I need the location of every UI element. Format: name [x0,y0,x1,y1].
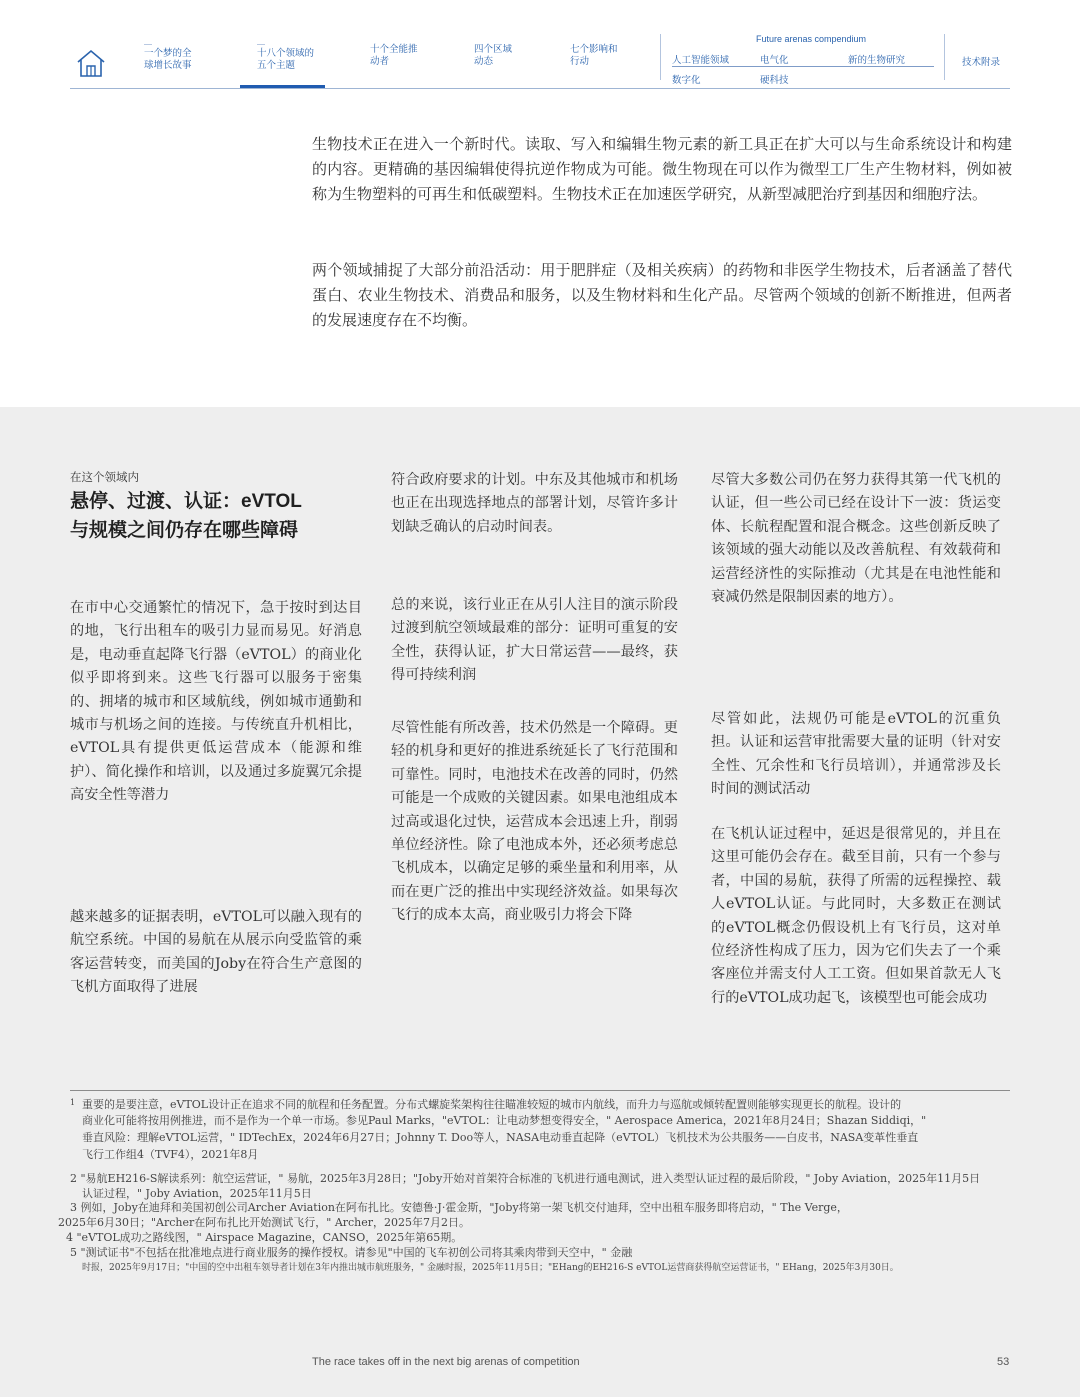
nav-item-regions[interactable] [474,44,512,68]
footnote-2-line: 认证过程，" Joby Aviation，2025年11月5日 [82,1187,312,1200]
top-navigation [70,34,1010,91]
col2-paragraph-2: 总的来说，该行业正在从引人注目的演示阶段过渡到航空领域最难的部分：证明可重复的安全性，获得认证，扩大日常运营——最终，获得可持续利润 [391,597,678,684]
col3-paragraph-2: 尽管如此，法规仍可能是eVTOL的沉重负担。认证和运营审批需要大量的证明（针对安全性、冗余性和飞行员培训），并通常涉及长时间的测试活动 [711,711,1001,798]
nav-tick [257,44,265,45]
nav-item-label: 四个区域 [474,44,513,55]
nav-item-drivers[interactable] [370,44,418,68]
compendium-item-ai[interactable]: 人工智能领域 [672,55,730,66]
intro-paragraph-1: 生物技术正在进入一个新时代。读取、写入和编辑生物元素的新工具正在扩大可以与生命系统设计和构建的内容。更精确的基因编辑使得抗逆作物成为可能。微生物现在可以作为微型工厂生产生物材料，例如被称为生物塑料的可再生和低碳塑料。生物技术正在加速医学研究，从新型减肥治疗到基因和细胞疗法。 [312,135,1012,203]
col1-paragraph-2: 越来越多的证据表明，eVTOL可以融入现有的航空系统。中国的易航在从展示向受监管的乘客运营转变，而美国的Joby在符合生产意图的飞机方面取得了进展 [70,909,362,996]
footnote-1-line: 飞行工作组4（TVF4），2021年8月 [82,1148,259,1161]
footnote-5-line: 5 "测试证书"不包括在批准地点进行商业服务的操作授权。请参见"中国的飞车初创公司将其乘肉带到天空中，" 金融 [70,1246,633,1259]
nav-tick [144,44,152,45]
col2-paragraph-3: 尽管性能有所改善，技术仍然是一个障碍。更轻的机身和更好的推进系统延长了飞行范围和可靠性。同时，电池技术在改善的同时，仍然可能是一个成败的关键因素。如果电池组成本过高或退化过快，运营成本会迅速上升，削弱单位经济性。除了电池成本外，还必须考虑总飞机成本，以确定足够的乘坐量和利用率，从而在更广泛的推出中实现经济效益。如果每次飞行的成本太高，商业吸引力将会下降 [391,720,678,924]
footnote-3-line: 3 例如，Joby在迪拜和美国初创公司Archer Aviation在阿布扎比。安德鲁·J·霍金斯，"Joby将第一架飞机交付迪拜，空中出租车服务即将启动，" The Verge， [70,1201,848,1214]
footnote-2-line: 2 "易航EH216-S解读系列：航空运营证，" 易航，2025年3月28日；"Joby开始对首架符合标准的飞机进行通电测试，进入类型认证过程的最后阶段，" Joby Aviation，2025年11月5日 [70,1172,981,1185]
nav-underline [70,88,1010,89]
compendium-title: Future arenas compendium [755,34,867,44]
nav-item-label: 一个梦的全 [144,48,192,59]
footnote-1-line: 垂直风险：理解eVTOL运营，" IDTechEx，2024年6月27日；Johnny T. Doo等人，NASA电动垂直起降（eVTOL）飞机技术为公共服务——白皮书，NASA变革性垂直 [82,1131,919,1144]
nav-item-label: 行动 [570,56,590,67]
compendium-item-bio[interactable]: 新的生物研究 [848,55,906,66]
footnote-1-line: 重要的是要注意，eVTOL设计正在追求不同的航程和任务配置。分布式螺旋桨架构往往瞄准较短的城市内航线，而升力与巡航或倾转配置则能够实现更长的航程。设计的 [82,1098,902,1111]
footnote-marker: 1 [70,1098,76,1107]
nav-item-growth-story[interactable] [144,44,192,72]
nav-item-appendix[interactable]: 技术附录 [962,57,1001,68]
col2-paragraph-1: 符合政府要求的计划。中东及其他城市和机场也正在出现选择地点的部署计划，尽管许多计划缺乏确认的启动时间表。 [391,472,678,535]
section-kicker: 在这个领域内 [70,472,139,484]
footnote-4-line: 4 "eVTOL成功之路线图，" Airspace Magazine，CANSO，2025年第65期。 [66,1231,463,1244]
nav-item-actions[interactable] [570,44,618,68]
compendium-item-hardtech[interactable]: 硬科技 [760,75,789,86]
footnote-rule [70,1090,1010,1091]
nav-item-label: 五个主题 [257,60,296,71]
intro-paragraph-2: 两个领域捕捉了大部分前沿活动：用于肥胖症（及相关疾病）的药物和非医学生物技术，后者涵盖了替代蛋白、农业生物技术、消费品和服务，以及生物材料和生化产品。尽管两个领域的创新不断推进，但两者的发展速度存在不均衡。 [312,261,1012,329]
home-icon[interactable] [76,48,106,78]
section-heading: 悬停、过渡、认证：eVTOL与规模之间仍存在哪些障碍 [70,491,302,541]
col1-paragraph-1: 在市中心交通繁忙的情况下，急于按时到达目的地，飞行出租车的吸引力显而易见。好消息是，电动垂直起降飞行器（eVTOL）的商业化似乎即将到来。这些飞行器可以服务于密集的、拥堵的城市和区域航线，例如城市通勤和城市与机场之间的连接。与传统直升机相比，eVTOL具有提供更低运营成本（能源和维护）、简化操作和培训，以及通过多旋翼冗余提高安全性等潜力 [70,600,362,804]
compendium-item-electrification[interactable]: 电气化 [760,55,789,66]
nav-item-label: 七个影响和 [570,44,618,55]
nav-item-label: 十八个领域的 [257,48,315,59]
footnote-1-line: 商业化可能将按用例推进，而不是作为一个单一市场。参见Paul Marks，"eVTOL：让电动梦想变得安全，" Aerospace America，2021年8月24日；Shazan Siddiqi，" [82,1114,927,1127]
nav-item-label: 动者 [370,56,390,67]
page-number: 53 [997,1356,1010,1368]
footnote-3-line: 2025年6月30日；"Archer在阿布扎比开始测试飞行，" Archer，2025年7月2日。 [58,1216,471,1229]
nav-item-themes[interactable] [257,44,314,72]
nav-item-label: 球增长故事 [144,60,192,71]
nav-item-label: 动态 [474,56,494,67]
col3-paragraph-3: 在飞机认证过程中，延迟是很常见的，并且在这里可能仍会存在。截至目前，只有一个参与者，中国的易航，获得了所需的远程操控、载人eVTOL认证。与此同时，大多数正在测试的eVTOL概念仍假设机上有飞行员，这对单位经济性构成了压力，因为它们失去了一个乘客座位并需支付人工工资。但如果首款无人飞行的eVTOL成功起飞，该模型也可能会成功 [711,826,1001,1006]
nav-item-label: 十个全能推 [370,44,418,55]
col3-paragraph-1: 尽管大多数公司仍在努力获得其第一代飞机的认证，但一些公司已经在设计下一波：货运变体、长航程配置和混合概念。这些创新反映了该领域的强大动能以及改善航程、有效载荷和运营经济性的实际推动（尤其是在电池性能和衰减仍然是限制因素的地方）。 [711,472,1001,606]
nav-divider [660,34,661,80]
footer-title: The race takes off in the next big arenas of competition [312,1356,580,1368]
footnote-5-line: 时报，2025年9月17日；"中国的空中出租车领导者计划在3年内推出城市航班服务，" 金融时报，2025年11月5日；"EHang的EH216-S eVTOL运营商获得航空运营证书，" EHang，2025年3月30日。 [82,1263,899,1273]
compendium-rule [672,66,934,67]
nav-divider [944,34,945,80]
compendium-item-digital[interactable]: 数字化 [672,75,701,86]
